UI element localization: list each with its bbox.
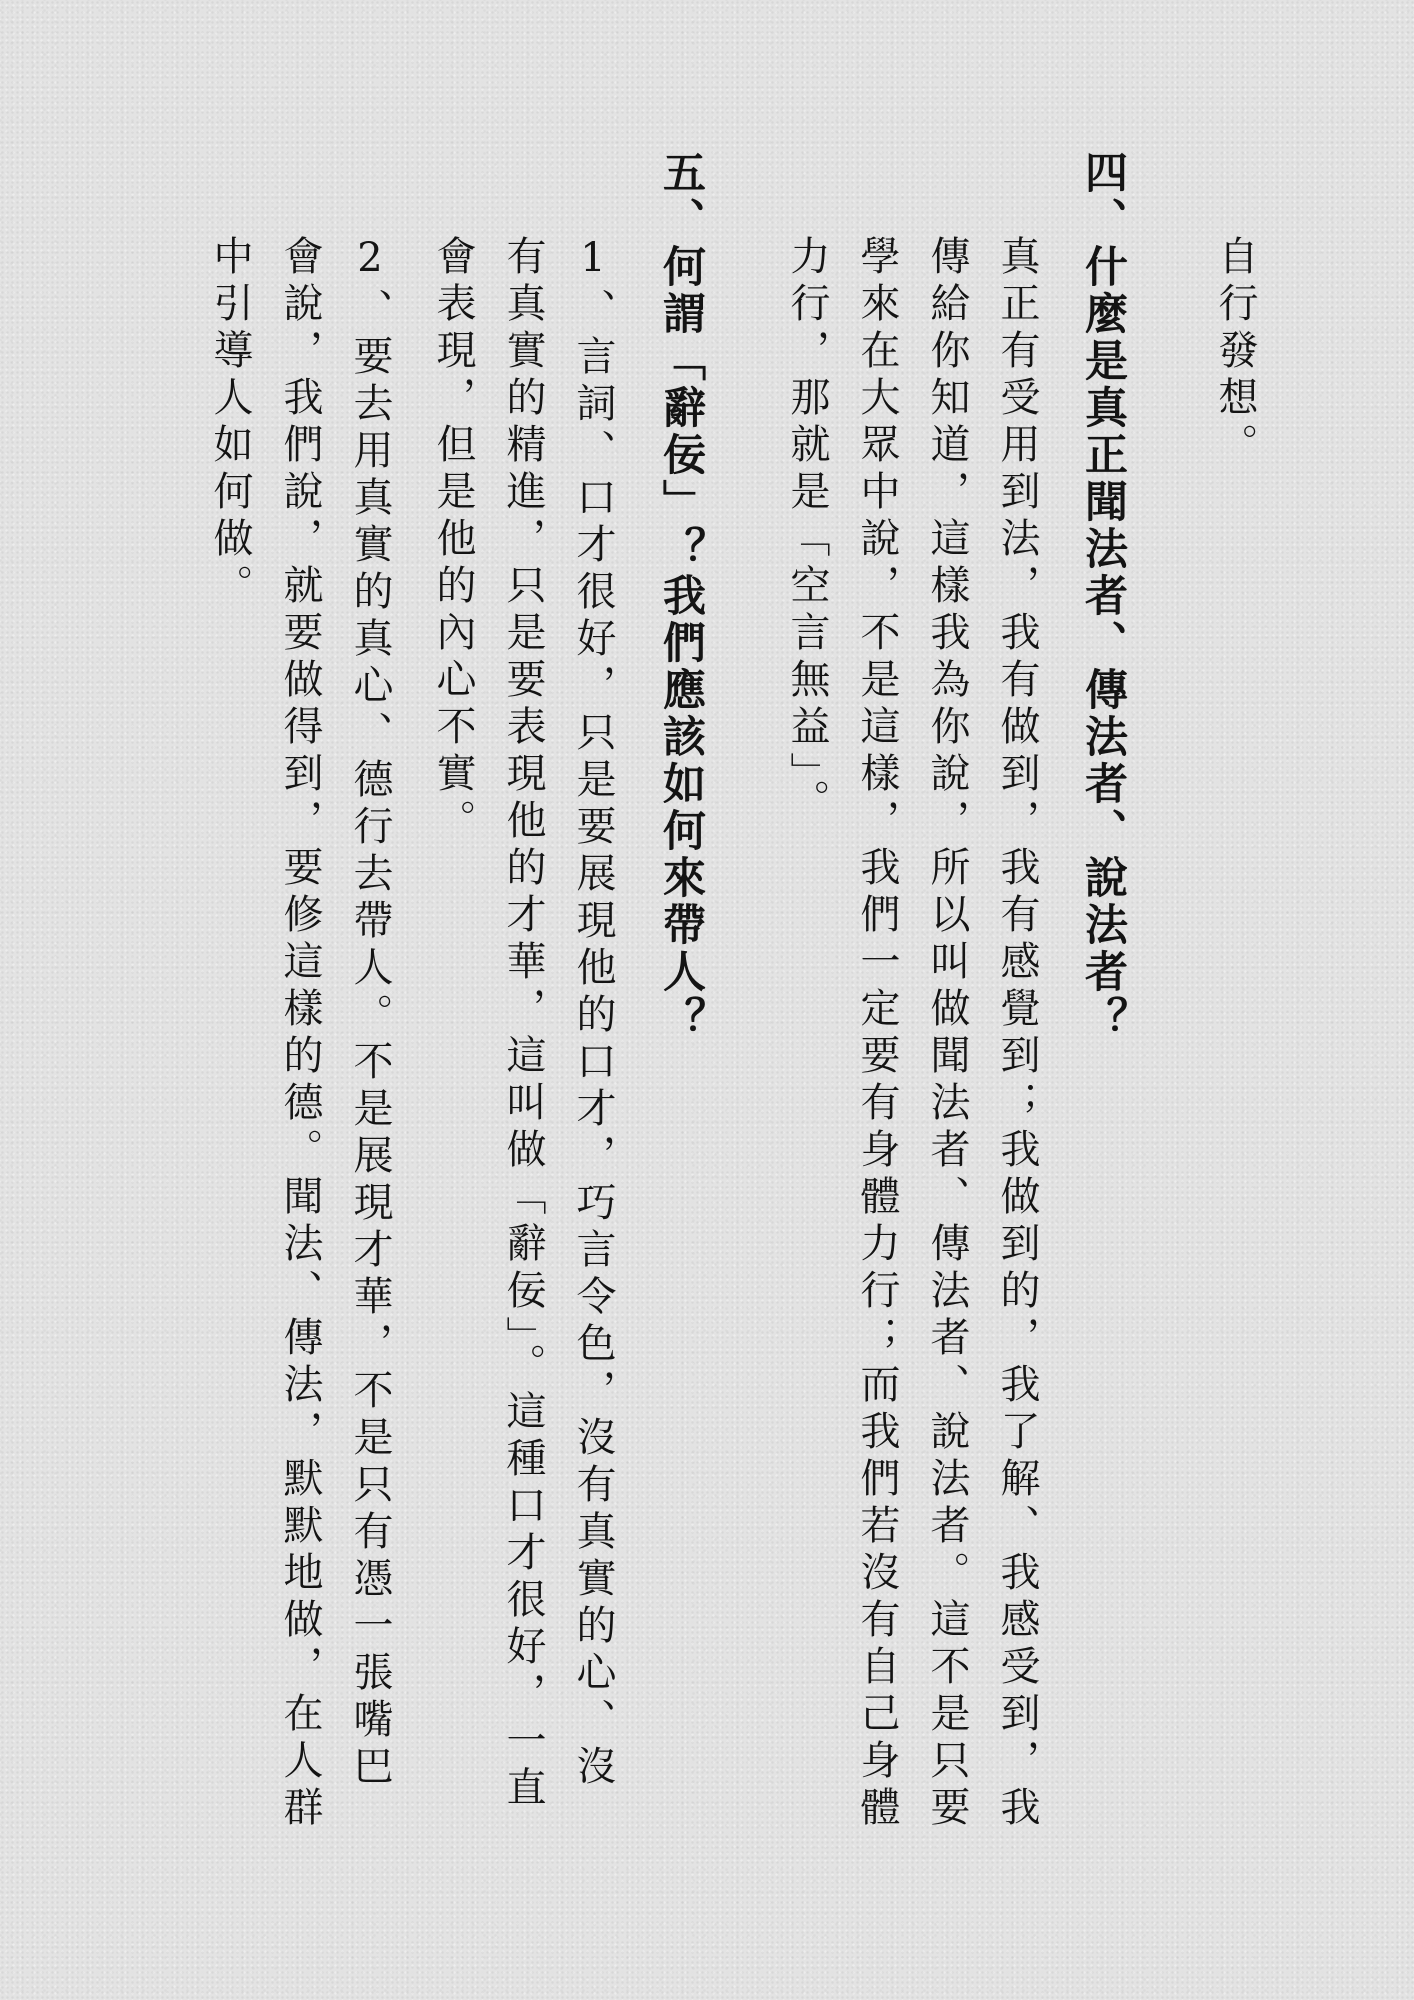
section-5-item-1: 1、言詞、口才很好，只是要展現他的口才，巧言令色，沒有真實的心、沒有真實的精進，只是要表現他的才華，這叫做「辭佞」。這種口才很好，一直會表現，但是他的內心不實。 bbox=[430, 235, 616, 1813]
section-4-paragraph: 真正有受用到法，我有做到，我有感覺到；我做到的，我了解、我感受到，我傳給你知道，這樣我為你說，所以叫做聞法者、傳法者、說法者。這不是只要學來在大眾中說，不是這樣，我們一定要有身體力行；而我們若沒有自己身體力行，那就是「空言無益」。 bbox=[784, 235, 1040, 1833]
section-4-heading: 四、什麼是真正聞法者、傳法者、說法者？ bbox=[1078, 150, 1128, 1043]
intro-line: 自行發想。 bbox=[1212, 235, 1258, 470]
section-5-heading: 五、何謂「辭佞」？我們應該如何來帶人？ bbox=[656, 150, 706, 1043]
section-5-item-2: 2、要去用真實的真心、德行去帶人。不是展現才華，不是只有憑一張嘴巴會說，我們說，就要做得到，要修這樣的德。聞法、傳法，默默地做，在人群中引導人如何做。 bbox=[207, 235, 393, 1833]
